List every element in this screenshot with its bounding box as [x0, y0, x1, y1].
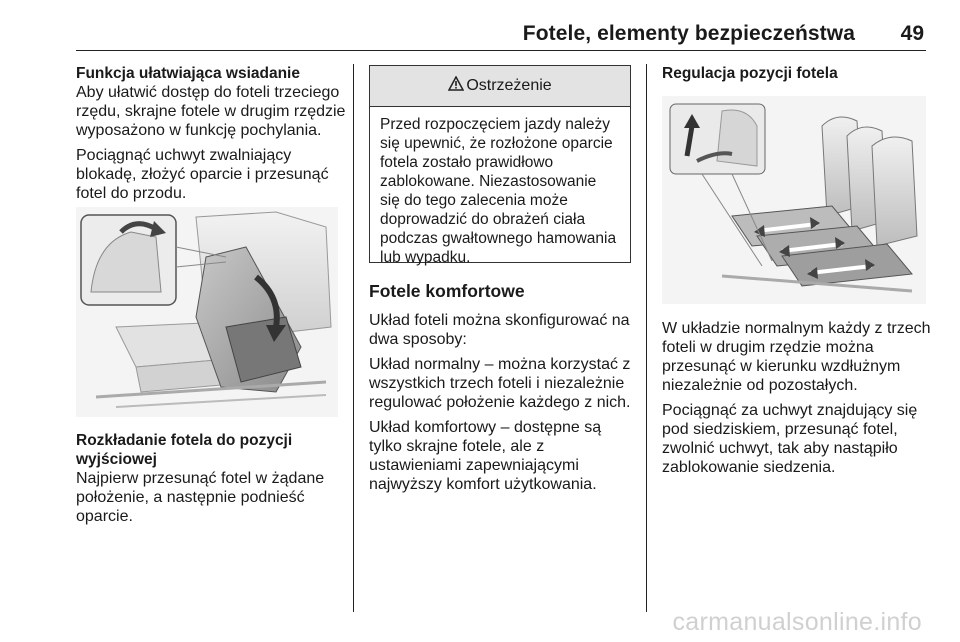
column-divider-1 [353, 64, 354, 612]
column-right [662, 64, 934, 83]
section-title-comfort-seats: Fotele komfortowe [369, 281, 525, 301]
seat-tilt-illustration [76, 207, 338, 417]
column-right-lower [662, 319, 934, 483]
paragraph-adjust-2: Pociągnąć za uchwyt znajdujący się pod siedziskiem, przesunąć fotel, zwolnić uchwyt, tak aby nastąpiło zablokowanie siedzenia. [662, 402, 918, 476]
paragraph-comfort-2: Układ normalny – można korzystać z wszystkich trzech foteli i niezależnie regulować położenie każdego z nich. [369, 356, 631, 411]
paragraph-easy-entry-1: Aby ułatwić dostęp do foteli trzeciego rzędu, skrajne fotele w drugim rzędzie wyposażono w funkcję pochylania. [76, 84, 346, 139]
seat-adjustment-illustration [662, 96, 926, 304]
watermark: carmanualsonline.info [672, 608, 922, 636]
warning-triangle-icon [448, 76, 464, 96]
heading-seat-adjust: Regulacja pozycji fotela [662, 65, 838, 82]
page-title: Fotele, elementy bezpieczeństwa [522, 22, 855, 45]
page-number: 49 [900, 22, 924, 45]
column-middle [369, 282, 633, 500]
paragraph-comfort-1: Układ foteli można skonfigurować na dwa sposoby: [369, 312, 630, 348]
paragraph-adjust-1: W układzie normalnym każdy z trzech foteli w drugim rzędzie można przesunąć w kierunku wzdłużnym niezależnie od pozostałych. [662, 320, 931, 394]
column-divider-2 [646, 64, 647, 612]
column-left [76, 64, 346, 209]
column-left-lower [76, 431, 346, 532]
paragraph-restore-seat: Najpierw przesunąć fotel w żądane położenie, a następnie podnieść oparcie. [76, 470, 325, 525]
paragraph-easy-entry-2: Pociągnąć uchwyt zwalniający blokadę, złożyć oparcie i przesunąć fotel do przodu. [76, 147, 329, 202]
warning-box [369, 65, 631, 266]
header-divider [76, 50, 926, 51]
paragraph-comfort-3: Układ komfortowy – dostępne są tylko skrajne fotele, ale z ustawieniami zapewniającymi najwyższy komfort użytkowania. [369, 419, 602, 493]
warning-text: Przed rozpoczęciem jazdy należy się upewnić, że rozłożone oparcie fotela zostało prawidłowo zablokowane. Niezastosowanie się do tego zalecenia może doprowadzić do obrażeń ciała podczas gwałtownego hamowania lub wypadku. [380, 116, 617, 266]
page-header [0, 0, 960, 52]
heading-easy-entry: Funkcja ułatwiająca wsiadanie [76, 65, 300, 82]
warning-header [370, 66, 630, 107]
warning-title: Ostrzeżenie [466, 77, 552, 94]
heading-restore-seat: Rozkładanie fotela do pozycji wyjściowej [76, 432, 293, 468]
